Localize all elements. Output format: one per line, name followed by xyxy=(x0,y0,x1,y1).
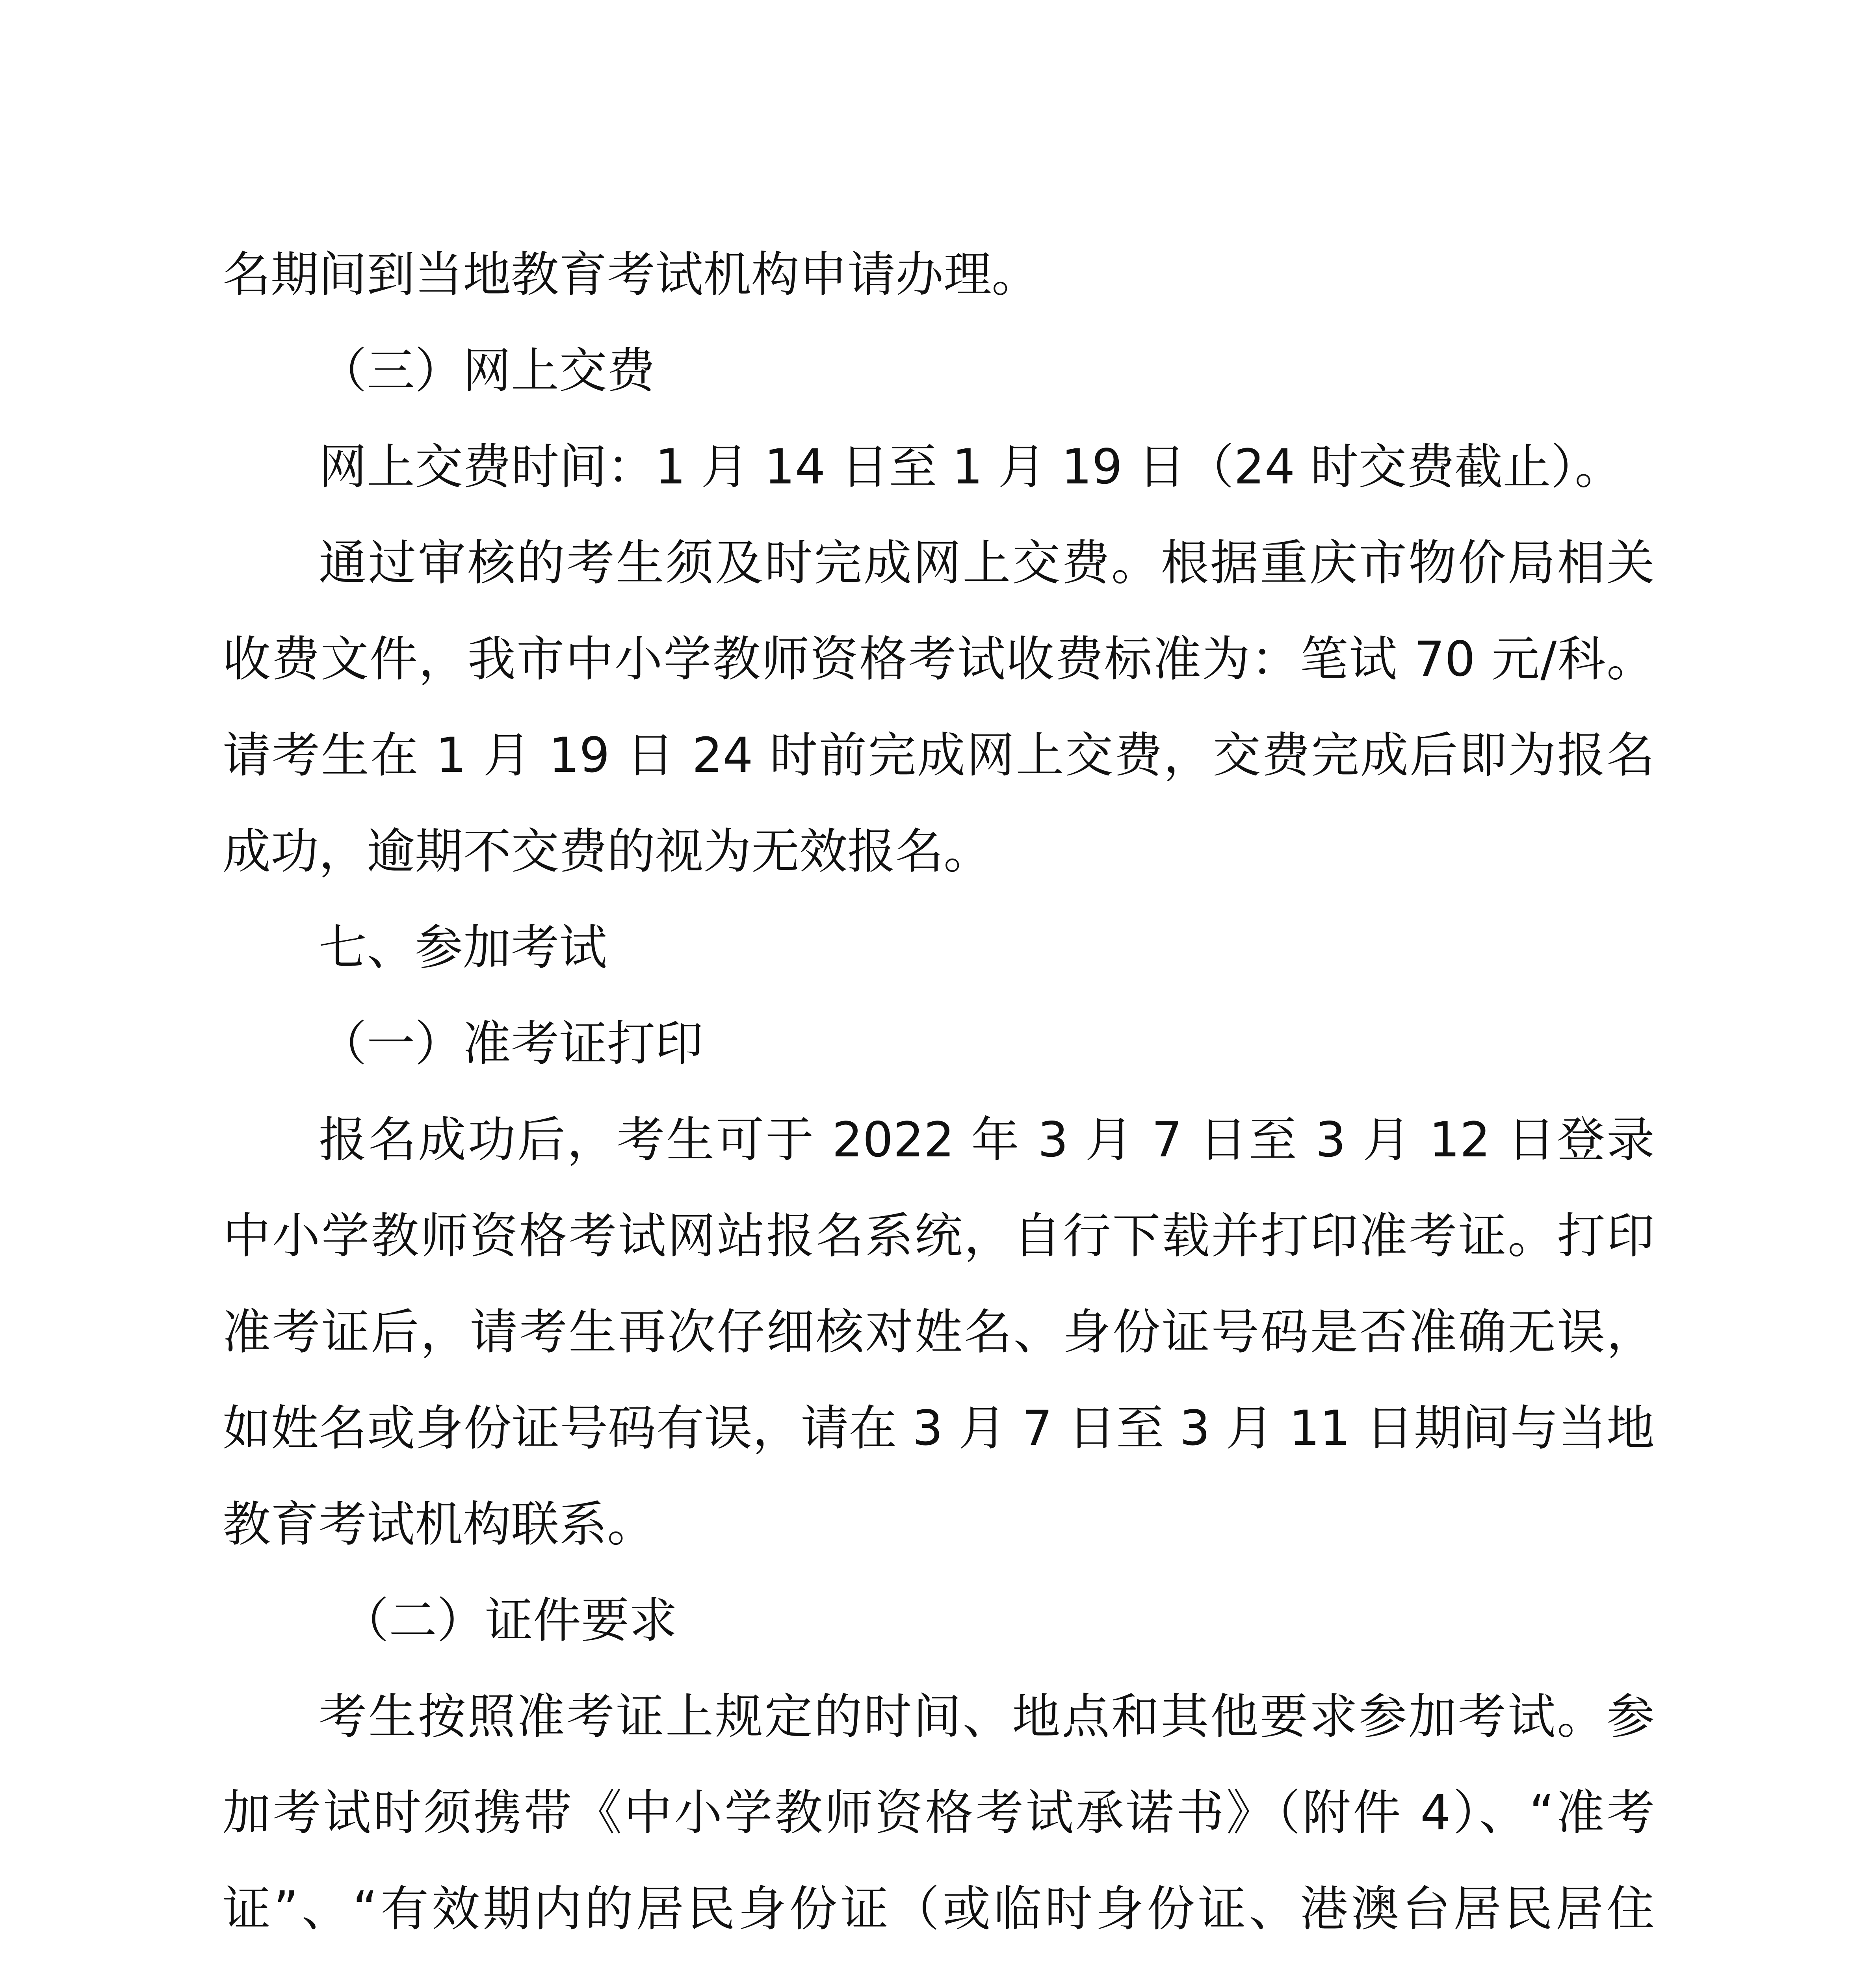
paragraph-payment-time: 网上交费时间：1 月 14 日至 1 月 19 日（24 时交费截止）。 xyxy=(319,439,1623,495)
section-heading-admission-ticket: （一）准考证打印 xyxy=(319,1016,703,1072)
paragraph-id-requirements: 考生按照准考证上规定的时间、地点和其他要求参加考试。参加考试时须携带《中小学教师资格考试承诺书》（附件 4）、“准考证”、“有效期内的居民身份证（或临时身份证、港澳台居民居住 xyxy=(223,1689,1655,1937)
paragraph-continuation: 名期间到当地教育考试机构申请办理。 xyxy=(223,247,1040,303)
document-body xyxy=(223,227,1655,1970)
section-heading-online-payment: （三）网上交费 xyxy=(319,343,655,399)
section-heading-exam: 七、参加考试 xyxy=(319,920,607,976)
paragraph-admission-ticket: 报名成功后，考生可于 2022 年 3 月 7 日至 3 月 12 日登录中小学教师资格考试网站报名系统，自行下载并打印准考证。打印准考证后，请考生再次仔细核对姓名、身份证号码是否准确无误，如姓名或身份证号码有误，请在 3 月 7 日至 3 月 11 日期间与当地教育考试机构联系。 xyxy=(223,1112,1655,1552)
paragraph-payment-details: 通过审核的考生须及时完成网上交费。根据重庆市物价局相关收费文件，我市中小学教师资格考试收费标准为：笔试 70 元/科。请考生在 1 月 19 日 24 时前完成网上交费，交费完成后即为报名成功，逾期不交费的视为无效报名。 xyxy=(223,535,1655,879)
section-heading-id-requirements: （二）证件要求 xyxy=(341,1593,677,1648)
